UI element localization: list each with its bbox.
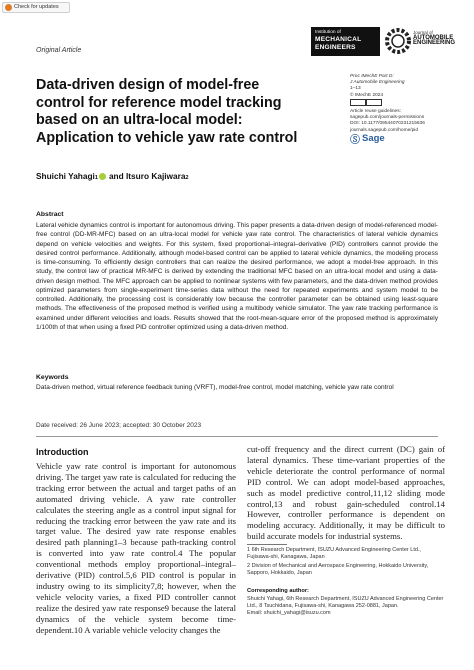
authors xyxy=(36,171,189,181)
journal-logo-line1: Journal of xyxy=(413,30,433,35)
sage-logo xyxy=(350,131,385,146)
article-type: Original Article xyxy=(36,47,82,54)
introduction-column-2: cut-off frequency and the direct current (DC) gain of lateral dynamics. These time-variant properties of the vehicle deteriorate the control performance of normal PID control. We can adopt model-based approaches, such as model predictive control,11,12 sliding mode control,13 and robust gain-scheduled control.14 However, controller performance is dependent on modeling accuracy. Additionally, it may be difficult to build accurate models for industrial systems. xyxy=(247,444,445,542)
journal-citation: Proc IMechE Part D: xyxy=(350,74,394,79)
author-2-affiliation: 2 xyxy=(185,175,189,181)
article-title: Data-driven design of model-free control for reference model tracking based on an ultra-local model: Application to vehicle yaw rate control xyxy=(36,77,298,146)
introduction-heading: Introduction xyxy=(36,447,89,457)
corresponding-author-text: Shuichi Yahagi, 6th Research Department, ISUZU Advanced Engineering Center Ltd., 8 Tsuchidana, Fujisawa-shi, Kanagawa 252-0881, Japan. xyxy=(247,596,444,609)
check-for-updates-label: Check for updates xyxy=(14,4,59,10)
publisher-logo xyxy=(311,27,380,56)
introduction-column-1: Vehicle yaw rate control is important for autonomous driving. The target yaw rate is calculated for reducing the tracking error between the actual and target paths of an automated driving vehicle. A yaw rate controller calculates the steering angle as a control input signal for reducing the tracking error between the yaw rate and its target value. The desired yaw rate response enables desired path planning1–3 because path-tracking control is converted into yaw rate control.4 The popular conventional methods employ proportional–integral–derivative (PID) control.5,6 PID control is popular in industry owing to its simplicity7,8; however, when the vehicle velocity varies, a fixed PID controller cannot realize the desired yaw rate response9 because the lateral dynamics of the vehicle system become time-dependent.10 A variable vehicle velocity changes the xyxy=(36,461,236,635)
affiliation-2: 2 Division of Mechanical and Aerospace Engineering, Hokkaido University, Sapporo, Hokkaido, Japan xyxy=(247,563,429,576)
gear-icon xyxy=(383,26,413,56)
section-divider xyxy=(36,436,438,437)
date-received: Date received: 26 June 2023; accepted: 30 October 2023 xyxy=(36,422,202,429)
journal-home-link[interactable]: journals.sagepub.com/home/pid xyxy=(350,127,418,133)
sage-s-icon: Ⓢ xyxy=(350,135,360,146)
doi[interactable]: DOI: 10.1177/09544070231215636 xyxy=(350,121,425,127)
sage-label: Sage xyxy=(362,133,385,144)
author-1-affiliation: 1 xyxy=(94,175,98,181)
check-for-updates-badge[interactable] xyxy=(2,2,70,13)
journal-meta xyxy=(350,74,450,134)
journal-name: J Automobile Engineering xyxy=(350,80,405,86)
corresponding-author-heading: Corresponding author: xyxy=(247,588,309,594)
author-2[interactable]: and Itsuro Kajiwara xyxy=(108,171,186,181)
abstract-heading: Abstract xyxy=(36,211,64,218)
author-1[interactable]: Shuichi Yahagi xyxy=(36,171,95,181)
update-icon xyxy=(5,4,12,11)
journal-copyright: © IMechE 2024 xyxy=(350,92,384,98)
footnote-divider xyxy=(247,544,287,545)
journal-logo xyxy=(413,30,455,47)
journal-logo-line3: ENGINEERING xyxy=(413,40,456,46)
abstract-text: Lateral vehicle dynamics control is important for autonomous driving. This paper presents a data-driven design of model-referenced model-free control (DD-MR-MFC) based on an ultra-local model for vehicle yaw rate control. The characteristics of lateral vehicle dynamics depend on vehicle velocities and weights. For this system, fixed proportional–integral–derivative (PID) controllers cannot provide the desired control performance. Additionally, although model-based control can be applied to lateral vehicle dynamics, the modeling process is time-consuming. To efficiently design controllers that can realize the desired performance, we adopt a model-free approach. In this study, the control law of practical MR-MFC is derived by extending the traditional MFC based on an ultra-local model and using a data-driven design method. The MFC approach can be applied to nonlinear systems with few parameters, and the data-driven method provides optimized parameters from single-experiment time-series data without the need for repeated experiments and system model to be controlled. Additionally, the processing cost is considerably low because the controller parameter can be obtained using least-square methods. The effectiveness of the proposed method is verified using a multibody vehicle simulator. The yaw rate tracking performance is examined under different velocities and loads. Results showed that the root-mean-square error of the proposed method is approximately 1/100th of that when using a fixed PID controller optimized using a data-driven method. xyxy=(36,222,438,331)
publisher-logo-line2: MECHANICAL xyxy=(315,36,362,43)
reprints-icons[interactable] xyxy=(350,99,450,109)
affiliation-1: 1 6th Research Department, ISUZU Advanced Engineering Center Ltd., Fujisawa-shi, Kanagawa, Japan xyxy=(247,547,421,560)
keywords-text: Data-driven method, virtual reference feedback tuning (VRFT), model-free control, model matching, vehicle yaw rate control xyxy=(36,384,394,391)
keywords-heading: Keywords xyxy=(36,374,69,381)
journal-pages: 1–13 xyxy=(350,86,361,92)
publisher-logo-line1: Institution of xyxy=(315,30,341,35)
reuse-guidelines: Article reuse guidelines: xyxy=(350,109,401,115)
orcid-icon[interactable] xyxy=(99,173,106,180)
email-link[interactable]: shuichi_yahagi@isuzu.com xyxy=(263,610,331,616)
corresponding-email xyxy=(247,610,445,617)
publisher-logo-line3: ENGINEERS xyxy=(315,43,356,51)
journal-logo-line2: AUTOMOBILE xyxy=(413,34,454,41)
email-label: Email: xyxy=(247,610,263,616)
reuse-link[interactable]: sagepub.com/journals-permissions xyxy=(350,115,425,121)
